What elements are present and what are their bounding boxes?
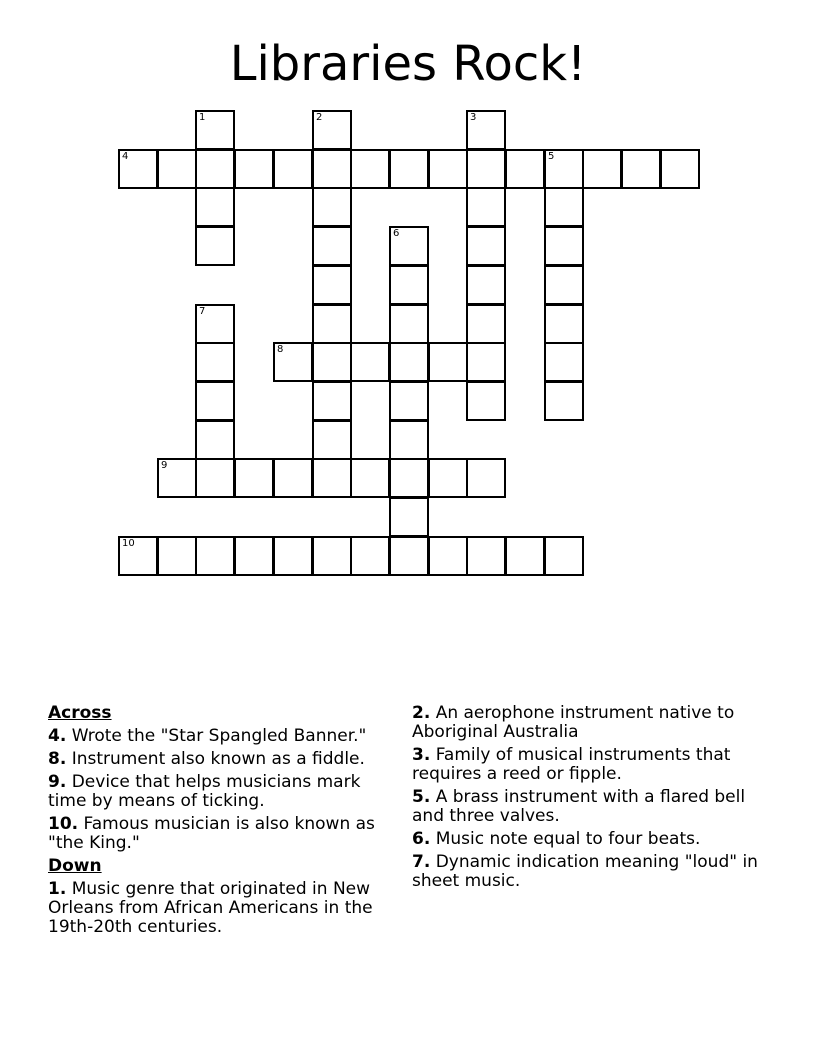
- grid-cell: [389, 458, 429, 498]
- clue-number-label: 7: [199, 306, 206, 317]
- grid-cell: [312, 536, 352, 576]
- clue-down-2: [412, 704, 762, 742]
- clue-number-label: 4: [122, 151, 129, 162]
- grid-cell: [466, 342, 506, 382]
- grid-cell: [389, 342, 429, 382]
- grid-cell: [544, 304, 584, 344]
- grid-cell: [544, 536, 584, 576]
- clue-number: 7.: [412, 852, 431, 872]
- grid-cell: [466, 381, 506, 421]
- clue-text: Family of musical instruments that requires a reed or fipple.: [412, 745, 731, 784]
- grid-cell: [466, 458, 506, 498]
- grid-cell: [544, 342, 584, 382]
- clue-down-5: [412, 788, 762, 826]
- clue-down-7: [412, 853, 762, 891]
- across-heading: Across: [48, 703, 112, 723]
- grid-cell: [273, 149, 313, 189]
- grid-cell: [195, 458, 235, 498]
- grid-cell: [312, 265, 352, 305]
- grid-cell: [312, 381, 352, 421]
- page-title: Libraries Rock!: [229, 36, 587, 92]
- grid-cell: [660, 149, 700, 189]
- grid-cell: [544, 265, 584, 305]
- clue-text: An aerophone instrument native to Aboriginal Australia: [412, 703, 735, 742]
- grid-cell: [428, 458, 468, 498]
- clue-number-label: 6: [393, 228, 400, 239]
- clue-number-label: 3: [470, 112, 477, 123]
- grid-cell: [544, 187, 584, 227]
- down-heading: Down: [48, 856, 102, 876]
- clue-number-label: 8: [277, 344, 284, 355]
- grid-cell: [312, 458, 352, 498]
- clues-column-left: [48, 704, 398, 941]
- grid-cell: [195, 304, 235, 344]
- grid-cell: [195, 420, 235, 460]
- clue-across-4: [48, 727, 398, 746]
- clue-number: 3.: [412, 745, 431, 765]
- clue-down-1: [48, 880, 398, 937]
- grid-cell: [466, 536, 506, 576]
- clue-text: Famous musician is also known as "the King.": [48, 814, 375, 853]
- grid-cell: [273, 536, 313, 576]
- grid-cell: [389, 536, 429, 576]
- grid-cell: [312, 110, 352, 150]
- clue-number-label: 1: [199, 112, 206, 123]
- grid-cell: [312, 420, 352, 460]
- grid-cell: [195, 226, 235, 266]
- clue-text: A brass instrument with a flared bell and three valves.: [412, 787, 746, 826]
- grid-cell: [195, 187, 235, 227]
- grid-cell: [234, 536, 274, 576]
- grid-cell: [466, 187, 506, 227]
- grid-cell: [544, 226, 584, 266]
- grid-cell: [505, 536, 545, 576]
- clue-text: Dynamic indication meaning "loud" in sheet music.: [412, 852, 758, 891]
- clue-number-label: 10: [122, 538, 135, 549]
- grid-cell: [428, 149, 468, 189]
- grid-cell: [312, 342, 352, 382]
- grid-cell: [157, 458, 197, 498]
- grid-cell: [273, 458, 313, 498]
- grid-cell: [466, 226, 506, 266]
- grid-cell: [428, 536, 468, 576]
- clue-number-label: 5: [548, 151, 555, 162]
- clue-text: Music note equal to four beats.: [435, 829, 701, 849]
- grid-cell: [350, 149, 390, 189]
- grid-cell: [389, 265, 429, 305]
- grid-cell: [466, 149, 506, 189]
- grid-cell: [428, 342, 468, 382]
- grid-cell: [234, 458, 274, 498]
- grid-cell: [389, 497, 429, 537]
- grid-cell: [389, 304, 429, 344]
- grid-cell: [195, 149, 235, 189]
- grid-cell: [466, 265, 506, 305]
- grid-cell: [195, 381, 235, 421]
- clue-number: 9.: [48, 772, 67, 792]
- grid-cell: [350, 536, 390, 576]
- grid-cell: [118, 536, 158, 576]
- clue-number-label: 2: [316, 112, 323, 123]
- clue-across-8: [48, 750, 398, 769]
- grid-cell: [505, 149, 545, 189]
- clue-number: 4.: [48, 726, 67, 746]
- grid-cell: [466, 304, 506, 344]
- grid-cell: [273, 342, 313, 382]
- clue-text: Instrument also known as a fiddle.: [71, 749, 365, 769]
- grid-cell: [582, 149, 622, 189]
- grid-cell: [312, 149, 352, 189]
- clue-text: Device that helps musicians mark time by means of ticking.: [48, 772, 361, 811]
- grid-cell: [195, 536, 235, 576]
- clue-number: 8.: [48, 749, 67, 769]
- grid-cell: [621, 149, 661, 189]
- grid-cell: [389, 226, 429, 266]
- grid-cell: [157, 149, 197, 189]
- grid-cell: [195, 342, 235, 382]
- clue-down-6: [412, 830, 762, 849]
- grid-cell: [350, 342, 390, 382]
- clue-number-label: 9: [161, 460, 168, 471]
- clue-down-3: [412, 746, 762, 784]
- grid-cell: [312, 304, 352, 344]
- grid-cell: [544, 381, 584, 421]
- grid-cell: [312, 187, 352, 227]
- grid-cell: [157, 536, 197, 576]
- grid-cell: [118, 149, 158, 189]
- clue-across-10: [48, 815, 398, 853]
- grid-cell: [350, 458, 390, 498]
- clue-number: 10.: [48, 814, 79, 834]
- clue-across-9: [48, 773, 398, 811]
- grid-cell: [389, 381, 429, 421]
- clue-number: 6.: [412, 829, 431, 849]
- grid-cell: [389, 420, 429, 460]
- grid-cell: [544, 149, 584, 189]
- grid-cell: [312, 226, 352, 266]
- clue-text: Wrote the "Star Spangled Banner.": [71, 726, 367, 746]
- clue-number: 5.: [412, 787, 431, 807]
- grid-cell: [466, 110, 506, 150]
- grid-cell: [234, 149, 274, 189]
- clue-number: 2.: [412, 703, 431, 723]
- clues-column-right: [412, 704, 762, 895]
- grid-cell: [389, 149, 429, 189]
- grid-cell: [195, 110, 235, 150]
- clue-number: 1.: [48, 879, 67, 899]
- clue-text: Music genre that originated in New Orleans from African Americans in the 19th-20th centuries.: [48, 879, 373, 937]
